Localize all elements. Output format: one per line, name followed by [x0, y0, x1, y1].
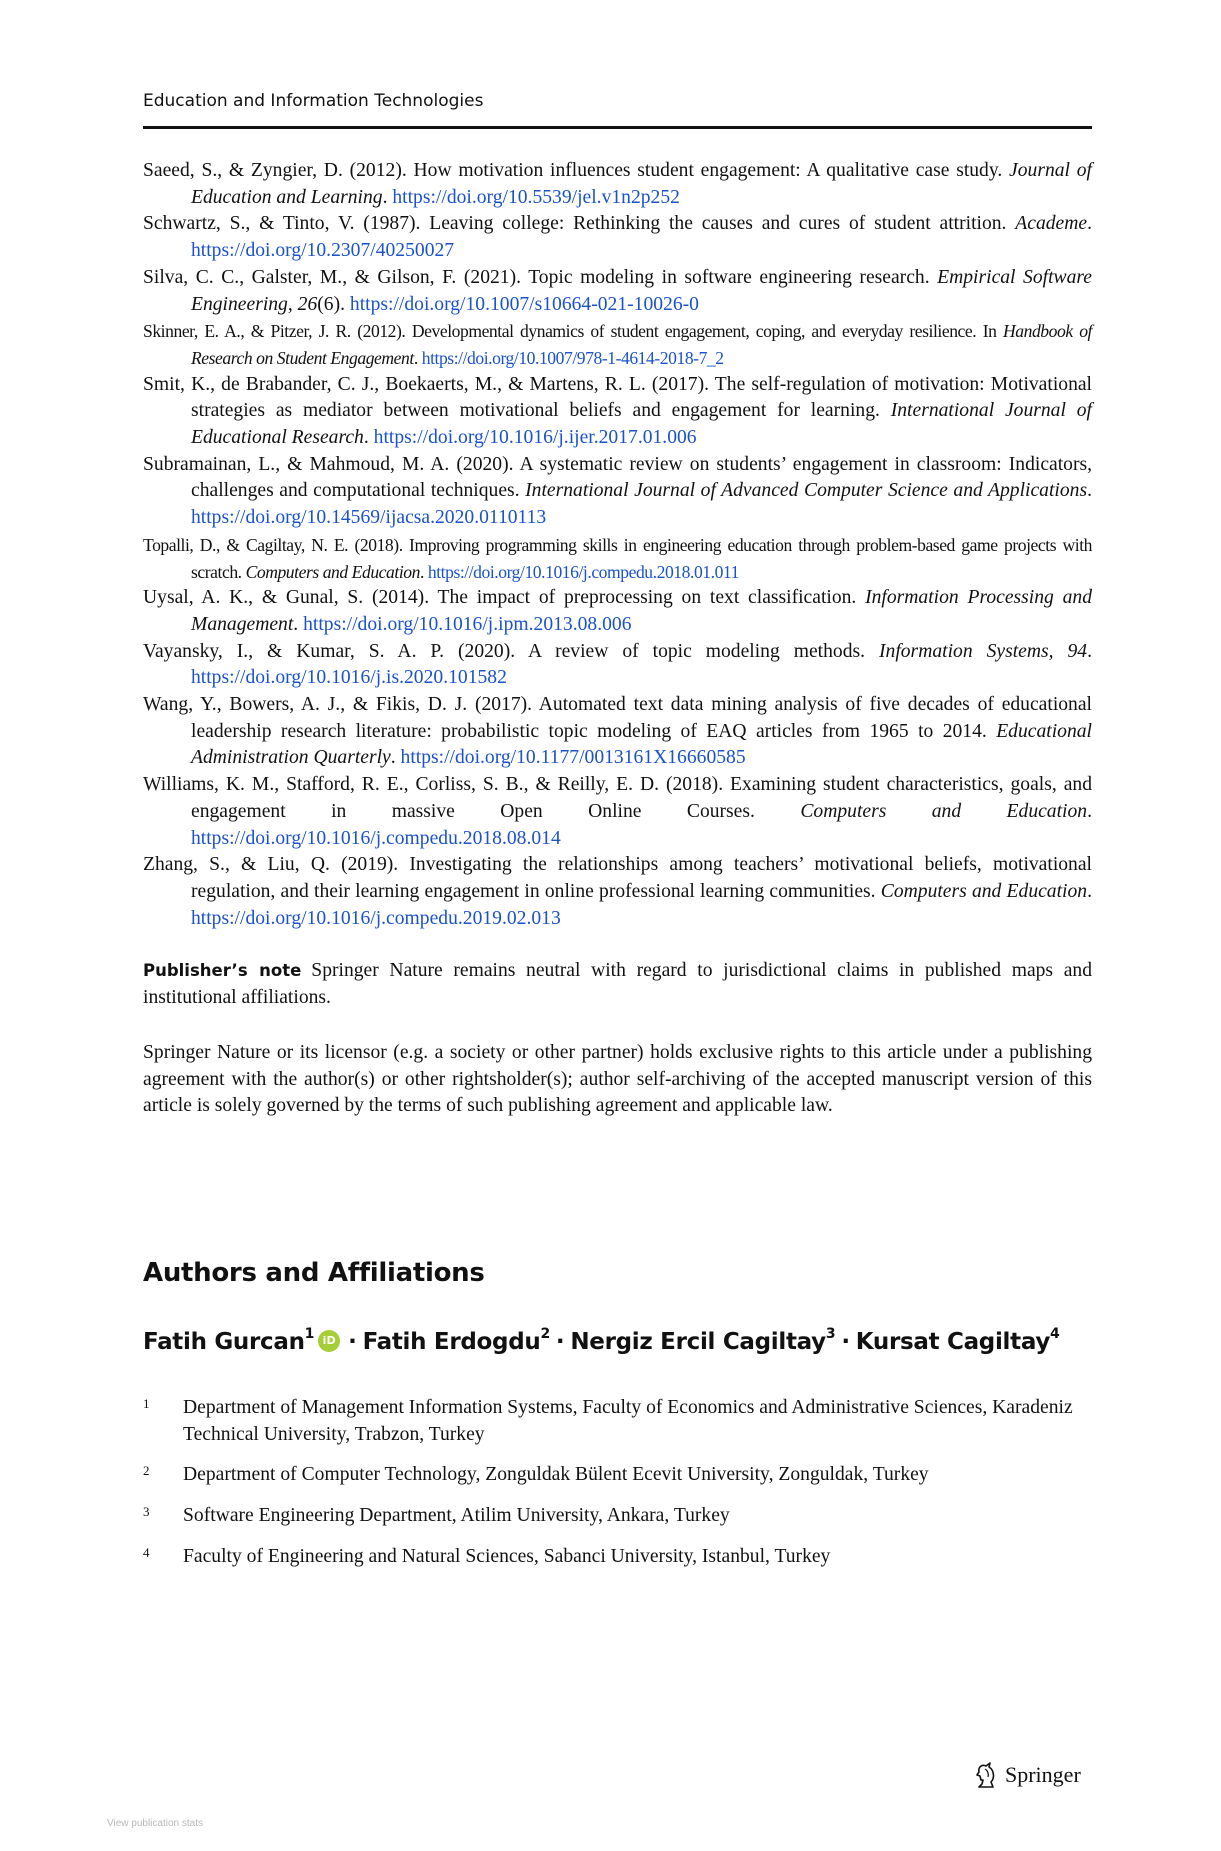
doi-link[interactable]: https://doi.org/10.1016/j.is.2020.101582	[191, 667, 507, 689]
affiliation-text: Software Engineering Department, Atilim University, Ankara, Turkey	[183, 1505, 730, 1527]
ref-venue: Information Processing and Management	[191, 587, 1092, 635]
doi-link[interactable]: https://doi.org/10.1016/j.ipm.2013.08.006	[303, 613, 632, 635]
affiliation-number: 2	[143, 1463, 150, 1479]
affiliation-list	[143, 1395, 1092, 1585]
reference-item	[143, 852, 1092, 932]
reference-item	[143, 452, 1092, 532]
reference-item	[143, 158, 1092, 211]
reference-item	[143, 585, 1092, 638]
ref-text: Smit, K., de Brabander, C. J., Boekaerts, M., & Martens, R. L. (2017). The self-regulation of motivation: Motivational strategies as mediator between motivational beliefs and engagement for learning.	[143, 373, 1092, 422]
ref-text: Vayansky, I., & Kumar, S. A. P. (2020). A review of topic modeling methods.	[143, 640, 879, 662]
rights-statement: Springer Nature or its licensor (e.g. a society or other partner) holds exclusive rights to this article under a publishing agreement with the author(s) or other rightsholder(s); author self-archiving of the accepted manuscript version of this article is solely governed by the terms of such publishing agreement and applicable law.	[143, 1042, 1092, 1117]
author-separator: ·	[841, 1329, 850, 1355]
ref-venue: Journal of Education and Learning	[191, 160, 1093, 208]
doi-link[interactable]: https://doi.org/10.1016/j.ijer.2017.01.006	[373, 427, 697, 449]
header-rule	[143, 126, 1092, 129]
ref-venue: Computers and Education	[800, 800, 1088, 822]
author-name[interactable]: Kursat Cagiltay	[855, 1329, 1051, 1355]
affiliation-item	[143, 1544, 1092, 1571]
ref-text: Wang, Y., Bowers, A. J., & Fikis, D. J. (2017). Automated text data mining analysis of five decades of educational leadership research literature: probabilistic topic modeling of EAQ articles from 1965 to 2014.	[143, 694, 1092, 742]
author-list	[143, 1326, 1092, 1356]
ref-text: .	[1087, 640, 1092, 662]
springer-horse-icon	[973, 1760, 999, 1790]
ref-text: .	[1087, 880, 1092, 902]
affiliation-text: Department of Computer Technology, Zonguldak Bülent Ecevit University, Zonguldak, Turkey	[183, 1464, 929, 1486]
reference-item	[143, 265, 1092, 318]
publisher-note-label: Publisher’s note	[143, 961, 302, 980]
doi-link[interactable]: https://doi.org/10.5539/jel.v1n2p252	[392, 186, 680, 208]
author-affiliation-number: 4	[1050, 1326, 1060, 1342]
doi-link[interactable]: https://doi.org/10.2307/40250027	[191, 240, 455, 262]
doi-link[interactable]: https://doi.org/10.1016/j.compedu.2019.02.013	[191, 907, 561, 929]
ref-venue: International Journal of Educational Research	[191, 400, 1092, 449]
affiliation-text: Department of Management Information Systems, Faculty of Economics and Administrative Sciences, Karadeniz Technical University, Trabzon, Turkey	[183, 1397, 1073, 1445]
running-head-journal: Education and Information Technologies	[143, 91, 484, 111]
ref-text: .	[1087, 480, 1092, 502]
reference-item	[143, 318, 1092, 371]
ref-text: .	[363, 427, 374, 449]
ref-text: Topalli, D., & Cagiltay, N. E. (2018). Improving programming skills in engineering education through problem-based game projects with scratch.	[143, 534, 1092, 582]
reference-item	[143, 211, 1092, 264]
affiliations-heading: Authors and Affiliations	[143, 1258, 485, 1288]
reference-item	[143, 772, 1092, 852]
ref-venue: Information Systems, 94	[879, 640, 1088, 662]
author-separator: ·	[555, 1329, 565, 1355]
ref-text: .	[413, 347, 422, 368]
author-affiliation-number: 2	[540, 1326, 550, 1342]
reference-item	[143, 532, 1092, 585]
ref-venue: Handbook of Research on Student Engagement	[191, 321, 1092, 368]
author-name[interactable]: Fatih Erdogdu	[362, 1329, 541, 1355]
affiliation-item	[143, 1395, 1092, 1448]
author-separator: ·	[348, 1329, 357, 1355]
affiliation-number: 3	[143, 1504, 150, 1520]
publisher-note-text: Springer Nature remains neutral with regard to jurisdictional claims in published maps and institutional affiliations.	[143, 960, 1092, 1008]
view-publication-stats-link[interactable]: View publication stats	[107, 1818, 203, 1829]
author-name[interactable]: Nergiz Ercil Cagiltay	[570, 1329, 826, 1355]
ref-text: Schwartz, S., & Tinto, V. (1987). Leaving college: Rethinking the causes and cures of student attrition.	[143, 213, 1016, 235]
publisher-note	[143, 958, 1092, 1011]
ref-text: Williams, K. M., Stafford, R. E., Corliss, S. B., & Reilly, E. D. (2018). Examining student characteristics, goals, and engagement in massive Open Online Courses.	[143, 774, 1092, 822]
ref-text: .	[382, 186, 393, 208]
springer-logo	[973, 1760, 1081, 1790]
ref-venue: Academe	[1015, 213, 1088, 235]
ref-text: .	[1087, 800, 1092, 822]
ref-text: .	[390, 747, 401, 769]
ref-text: Skinner, E. A., & Pitzer, J. R. (2012). Developmental dynamics of student engagement, coping, and everyday resilience. In	[143, 321, 1003, 342]
doi-link[interactable]: https://doi.org/10.1016/j.compedu.2018.08.014	[191, 827, 561, 849]
affiliation-item	[143, 1503, 1092, 1530]
doi-link[interactable]: https://doi.org/10.14569/ijacsa.2020.0110113	[191, 507, 547, 529]
author-affiliation-number: 3	[825, 1326, 836, 1342]
ref-venue: Computers and Education	[245, 561, 420, 582]
ref-text: Zhang, S., & Liu, Q. (2019). Investigating the relationships among teachers’ motivational beliefs, motivational regulation, and their learning engagement in online professional learning communities.	[143, 854, 1092, 902]
ref-text: .	[293, 613, 304, 635]
reference-item	[143, 372, 1092, 452]
ref-text: Saeed, S., & Zyngier, D. (2012). How motivation influences student engagement: A qualitative case study.	[143, 160, 1010, 181]
author-affiliation-number: 1	[304, 1326, 315, 1342]
ref-venue: Computers and Education	[880, 880, 1088, 902]
affiliation-number: 1	[143, 1396, 150, 1411]
ref-venue: Educational Administration Quarterly	[191, 720, 1092, 769]
affiliation-number: 4	[143, 1544, 150, 1560]
ref-text: Silva, C. C., Galster, M., & Gilson, F. (2021). Topic modeling in software engineering research.	[143, 266, 938, 288]
affiliation-item	[143, 1462, 1092, 1489]
doi-link[interactable]: https://doi.org/10.1177/0013161X16660585	[400, 747, 746, 769]
ref-text: Uysal, A. K., & Gunal, S. (2014). The impact of preprocessing on text classification.	[143, 587, 866, 609]
reference-item	[143, 692, 1092, 772]
ref-text: Subramainan, L., & Mahmoud, M. A. (2020). A systematic review on students’ engagement in classroom: Indicators, challenges and computational techniques.	[143, 453, 1092, 502]
orcid-icon[interactable]: iD	[318, 1330, 340, 1352]
ref-text: .	[419, 561, 428, 582]
author-name[interactable]: Fatih Gurcan	[143, 1329, 305, 1355]
doi-link[interactable]: https://doi.org/10.1016/j.compedu.2018.01.011	[427, 561, 739, 582]
ref-text: (6).	[317, 293, 350, 315]
doi-link[interactable]: https://doi.org/10.1007/978-1-4614-2018-7_2	[421, 347, 724, 368]
doi-link[interactable]: https://doi.org/10.1007/s10664-021-10026-0	[349, 293, 699, 315]
ref-venue: Empirical Software Engineering, 26	[191, 266, 1092, 315]
springer-wordmark: Springer	[1005, 1762, 1081, 1787]
reference-list	[143, 158, 1092, 932]
affiliation-text: Faculty of Engineering and Natural Sciences, Sabanci University, Istanbul, Turkey	[183, 1545, 831, 1567]
ref-venue: International Journal of Advanced Computer Science and Applications	[525, 480, 1088, 502]
reference-item	[143, 639, 1092, 692]
ref-text: .	[1087, 213, 1092, 235]
